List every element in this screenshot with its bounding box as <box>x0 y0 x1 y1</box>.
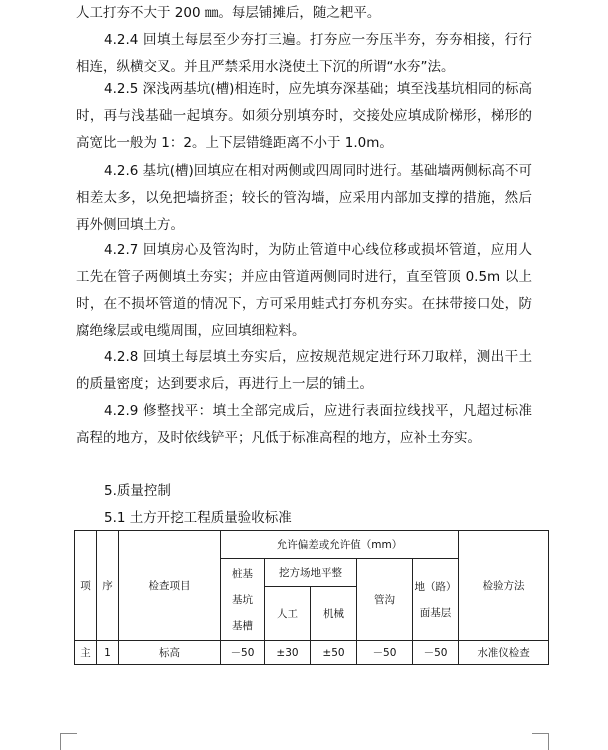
text-line-top: 人工打夯不大于 200 ㎜。每层铺摊后，随之耙平。 <box>76 5 381 21</box>
header-method: 检验方法 <box>459 531 549 641</box>
table-cell: 主 <box>75 641 97 665</box>
header-seq: 序 <box>97 531 119 641</box>
header-pipe-trench: 管沟 <box>357 559 413 641</box>
paragraph-4-2-9: 4.2.9 修整找平：填土全部完成后，应进行表面拉线找平，凡超过标准高程的地方，及时依线铲平；凡低于标准高程的地方，应补土夯实。 <box>76 403 532 446</box>
header-machine: 机械 <box>311 587 357 641</box>
header-road-2: 面基层 <box>419 606 452 619</box>
header-road-1: 地（路） <box>414 580 457 593</box>
paragraph-4-2-4: 4.2.4 回填土每层至少夯打三遍。打夯应一夯压半夯，夯夯相接，行行相连，纵横交叉。并且严禁采用水浇使土下沉的所谓“水夯”法。 <box>76 32 532 75</box>
header-item: 项 <box>75 531 97 641</box>
table-cell: ±30 <box>265 641 311 665</box>
table-cell: －50 <box>357 641 413 665</box>
header-pile-pit-trench <box>221 559 265 641</box>
header-check-item: 检查项目 <box>119 531 221 641</box>
table-cell: 1 <box>97 641 119 665</box>
table-cell: 水准仪检查 <box>459 641 549 665</box>
crop-mark-left <box>60 733 77 750</box>
paragraph-4-2-7: 4.2.7 回填房心及管沟时，为防止管道中心线位移或损坏管道，应用人工先在管子两侧填土夯实；并应由管道两侧同时进行，直至管顶 0.5m 以上时，在不损坏管道的情况下，方可采用蛙式打夯机夯实。在抹带接口处，防腐绝缘层或电缆周围，应回填细粒料。 <box>76 242 532 339</box>
header-pile: 桩基 <box>232 567 253 580</box>
header-road-base <box>413 559 459 641</box>
section-heading-5-1: 5.1 土方开挖工程质量验收标准 <box>104 510 292 526</box>
table-cell: －50 <box>413 641 459 665</box>
header-pit: 基坑 <box>232 593 253 606</box>
header-allowed-deviation: 允许偏差或允许值（mm） <box>221 531 459 559</box>
table-cell: －50 <box>221 641 265 665</box>
table-cell: ±50 <box>311 641 357 665</box>
paragraph-4-2-5: 4.2.5 深浅两基坑(槽)相连时，应先填夯深基础；填至浅基坑相同的标高时，再与浅基础一起填夯。如须分别填夯时，交接处应填成阶梯形，梯形的高宽比一般为 1：2。上下层错缝距离不小于 1.0m。 <box>76 81 532 151</box>
header-site-leveling: 挖方场地平整 <box>265 559 357 587</box>
table-cell: 标高 <box>119 641 221 665</box>
quality-acceptance-table <box>74 530 549 665</box>
paragraph-4-2-8: 4.2.8 回填土每层填土夯实后，应按规范规定进行环刀取样，测出干土的质量密度；达到要求后，再进行上一层的铺土。 <box>76 349 532 392</box>
table-row <box>75 641 549 665</box>
paragraph-4-2-6: 4.2.6 基坑(槽)回填应在相对两侧或四周同时进行。基础墙两侧标高不可相差太多，以免把墙挤歪；较长的管沟墙，应采用内部加支撑的措施，然后再外侧回填土方。 <box>76 163 532 233</box>
header-manual: 人工 <box>265 587 311 641</box>
header-trench: 基槽 <box>232 619 253 632</box>
crop-mark-right <box>532 733 549 750</box>
section-heading-5: 5.质量控制 <box>104 483 171 499</box>
